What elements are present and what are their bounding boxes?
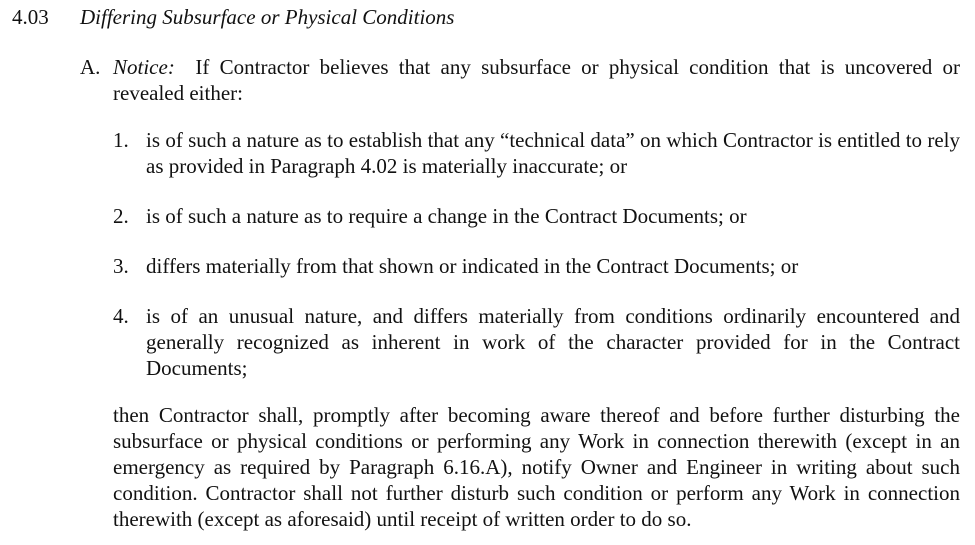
list-item-number: 4.	[113, 304, 129, 328]
list-item-text: is of such a nature as to require a change in the Contract Documents; or	[146, 204, 747, 228]
section-title: Differing Subsurface or Physical Conditions	[80, 5, 455, 29]
list-item-text: is of such a nature as to establish that any “technical data” on which Contractor is entitled to rely as provided in Paragraph 4.02 is materially inaccurate; or	[146, 128, 960, 178]
list-item-text: differs materially from that shown or indicated in the Contract Documents; or	[146, 254, 799, 278]
list-item-number: 2.	[113, 204, 129, 228]
section-heading	[12, 4, 962, 30]
list-item	[113, 127, 960, 179]
subsection-label: Notice:	[113, 55, 175, 79]
list-item-text: is of an unusual nature, and differs materially from conditions ordinarily encountered and generally recognized as inherent in work of the character provided for in the Contract Documents;	[146, 304, 960, 380]
list-item-number: 3.	[113, 254, 129, 278]
list-item	[113, 253, 960, 279]
section-number: 4.03	[12, 5, 49, 29]
subsection-body	[113, 54, 960, 106]
list-item-number: 1.	[113, 128, 129, 152]
subsection-marker: A.	[80, 55, 101, 79]
subsection-intro: If Contractor believes that any subsurface or physical condition that is uncovered or revealed either:	[113, 55, 961, 105]
conditions-list	[113, 127, 960, 405]
closing-paragraph: then Contractor shall, promptly after becoming aware thereof and before further disturbing the subsurface or physical conditions or performing any Work in connection therewith (except in an emergency as required by Paragraph 6.16.A), notify Owner and Engineer in writing about such condition. Contractor shall not further disturb such condition or perform any Work in connection therewith (except as aforesaid) until receipt of written order to do so.	[113, 403, 960, 531]
list-item	[113, 303, 960, 381]
list-item	[113, 203, 960, 229]
subsection-notice	[80, 54, 960, 106]
